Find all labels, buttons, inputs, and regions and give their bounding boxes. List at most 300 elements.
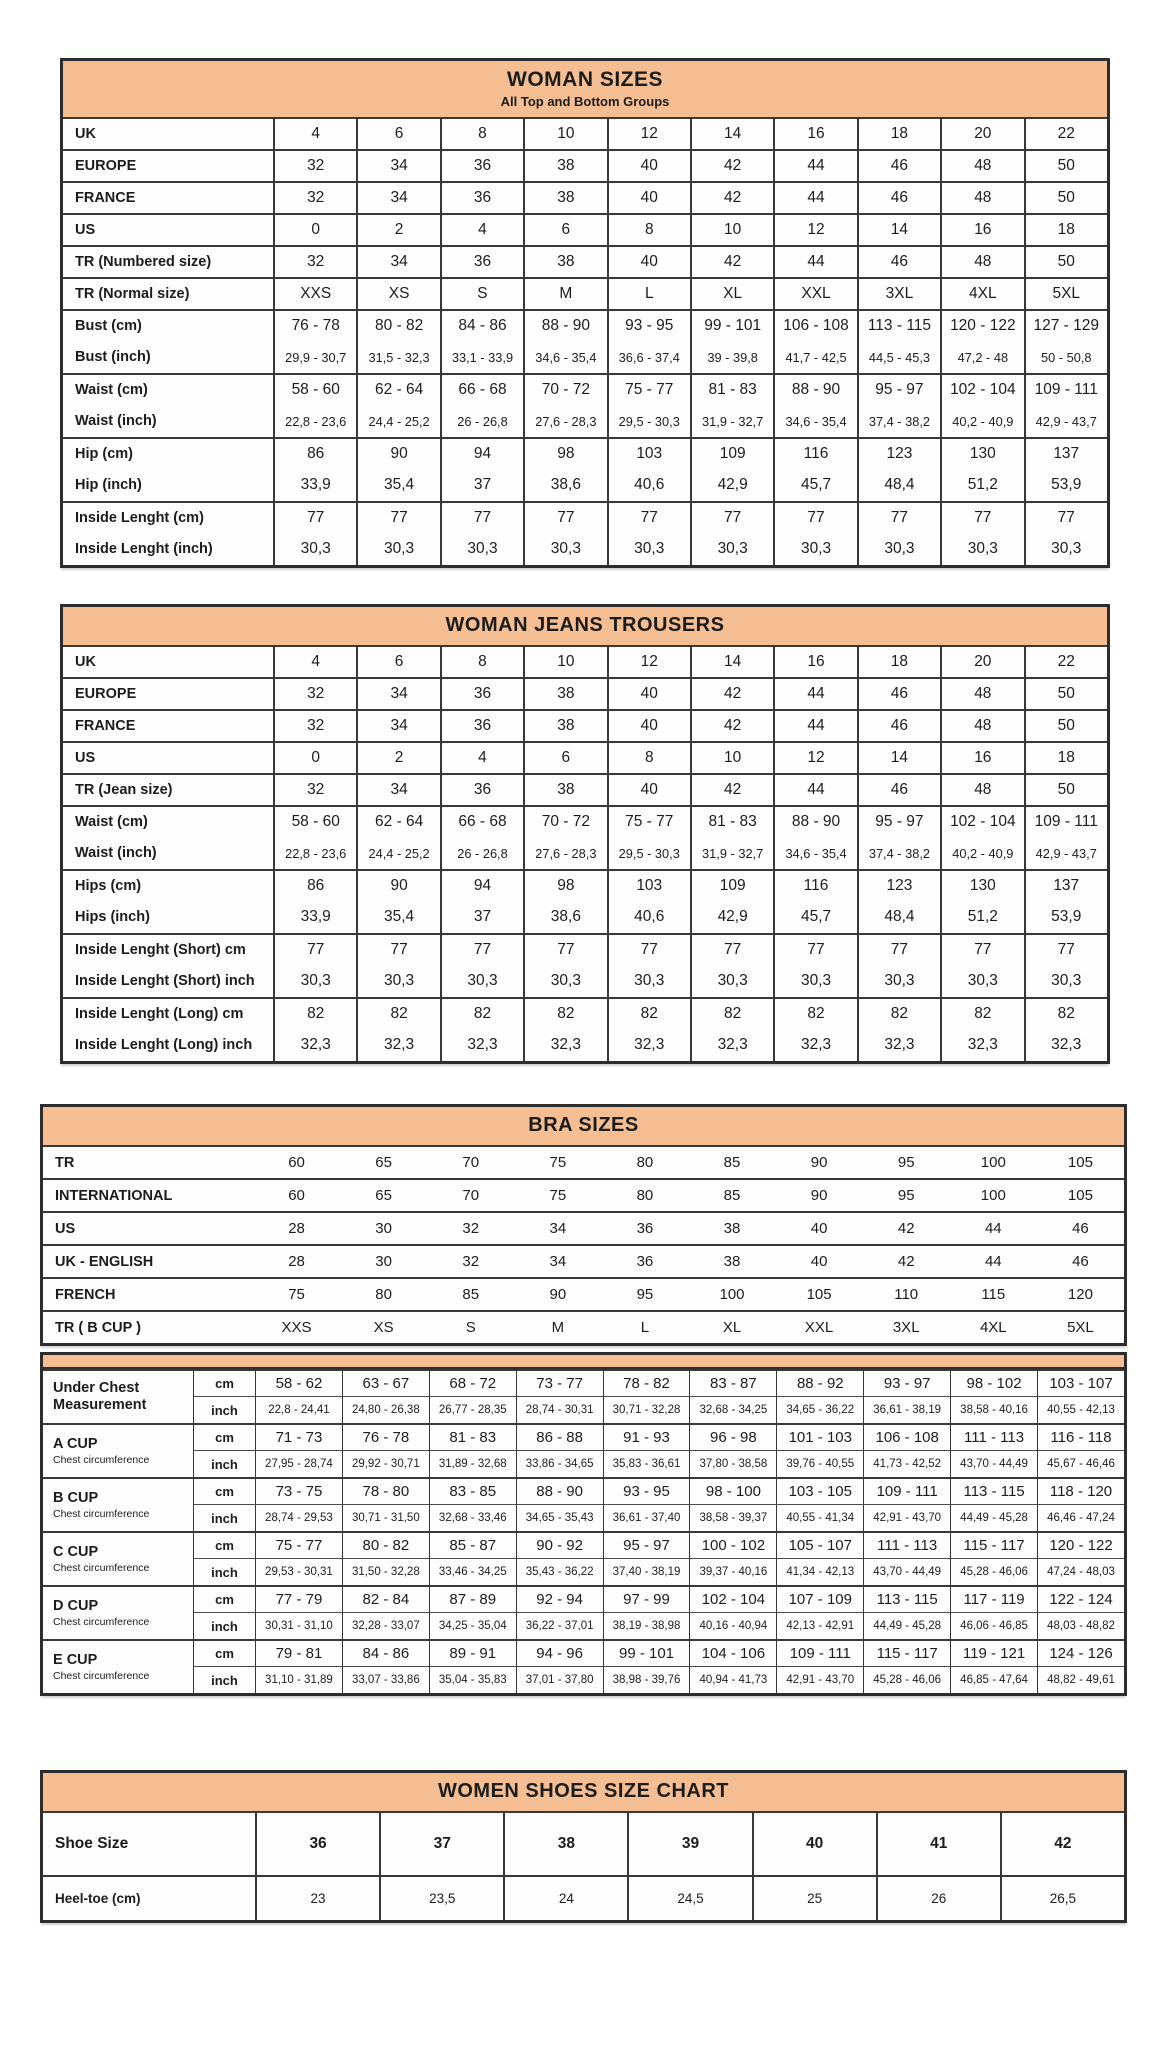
cell: 46 <box>857 773 940 805</box>
cell: 130 <box>940 869 1023 901</box>
cell: 89 - 91 <box>429 1639 516 1666</box>
cell: 48 <box>940 149 1023 181</box>
cell: 38,58 - 40,16 <box>950 1396 1037 1423</box>
cell: 100 - 102 <box>689 1531 776 1558</box>
cell: 6 <box>356 117 439 149</box>
cell: 46 <box>857 245 940 277</box>
cell: 109 - 111 <box>1024 373 1107 405</box>
cell: 30,3 <box>1024 533 1107 565</box>
cup-measurements-section <box>40 1352 1127 1696</box>
cell: 113 - 115 <box>857 309 940 341</box>
row-label: Heel-toe (cm) <box>43 1875 255 1920</box>
cup-sublabel: Chest circumference <box>53 1507 150 1520</box>
cell: 48,4 <box>857 901 940 933</box>
unit-label: cm <box>193 1639 255 1666</box>
cell: 38 <box>688 1211 775 1244</box>
cell: 8 <box>607 213 690 245</box>
cell: 42 <box>690 677 773 709</box>
table-row <box>63 533 1107 565</box>
cell: 3XL <box>863 1310 950 1343</box>
cell: 28 <box>253 1211 340 1244</box>
cell: 35,4 <box>356 901 439 933</box>
cell: 70 - 72 <box>523 805 606 837</box>
row-label: Bust (inch) <box>75 349 151 365</box>
cup-name: D CUP <box>53 1598 99 1615</box>
unit-label: inch <box>193 1612 255 1639</box>
cell: 48 <box>940 773 1023 805</box>
table-row <box>43 1639 1124 1666</box>
cell: 37 <box>440 901 523 933</box>
row-label <box>43 1423 193 1477</box>
cell: 116 <box>773 869 856 901</box>
cell: 98 - 102 <box>950 1369 1037 1396</box>
cell: 44 <box>950 1244 1037 1277</box>
table-row <box>43 1666 1124 1693</box>
cell: 78 - 80 <box>342 1477 429 1504</box>
cell: XXL <box>776 1310 863 1343</box>
cell: 14 <box>690 645 773 677</box>
row-label: FRENCH <box>43 1277 253 1310</box>
table-row <box>43 1875 1124 1920</box>
cell: 4XL <box>940 277 1023 309</box>
cell: 34 <box>356 773 439 805</box>
table-row <box>63 149 1107 181</box>
cell: 77 <box>773 933 856 965</box>
cell: 96 - 98 <box>689 1423 776 1450</box>
cell: 77 <box>273 933 356 965</box>
table-row <box>43 1396 1124 1423</box>
cell: 90 <box>356 437 439 469</box>
cell: 34,6 - 35,4 <box>773 405 856 437</box>
cell: XXS <box>273 277 356 309</box>
cell: S <box>440 277 523 309</box>
table-row <box>43 1310 1124 1343</box>
cell: 82 <box>857 997 940 1029</box>
cell: 42,9 <box>690 469 773 501</box>
cell: 32,3 <box>773 1029 856 1061</box>
cell: 76 - 78 <box>273 309 356 341</box>
cell: 29,5 - 30,3 <box>607 837 690 869</box>
cell: 107 - 109 <box>776 1585 863 1612</box>
cell: 38 <box>523 709 606 741</box>
cell: 102 - 104 <box>689 1585 776 1612</box>
cell: 12 <box>607 117 690 149</box>
cell: 30,3 <box>1024 965 1107 997</box>
cell: 44,5 - 45,3 <box>857 341 940 373</box>
table-header-row <box>63 61 1107 117</box>
table-row <box>43 1211 1124 1244</box>
cell: 50 <box>1024 245 1107 277</box>
cell: 94 <box>440 869 523 901</box>
table-row <box>63 741 1107 773</box>
jeans-trousers-section <box>60 604 1110 1064</box>
cell: 82 <box>1024 997 1107 1029</box>
cell: 60 <box>253 1178 340 1211</box>
cell: 40,6 <box>607 469 690 501</box>
table-row <box>63 117 1107 149</box>
cell: 44 <box>773 149 856 181</box>
cell: 42,91 - 43,70 <box>776 1666 863 1693</box>
cell: 2 <box>356 213 439 245</box>
cup-name: E CUP <box>53 1652 98 1669</box>
cell: 90 - 92 <box>516 1531 603 1558</box>
table-row <box>43 1585 1124 1612</box>
cell: 100 <box>688 1277 775 1310</box>
cell: 44 <box>773 773 856 805</box>
cell: 95 - 97 <box>857 373 940 405</box>
table-row <box>63 277 1107 309</box>
cell: 10 <box>523 117 606 149</box>
unit-label: inch <box>193 1558 255 1585</box>
cup-name: B CUP <box>53 1490 99 1507</box>
cell: 34,25 - 35,04 <box>429 1612 516 1639</box>
cell: 40,2 - 40,9 <box>940 837 1023 869</box>
cell: 75 <box>514 1178 601 1211</box>
cell: 95 - 97 <box>603 1531 690 1558</box>
cell: 10 <box>690 741 773 773</box>
cell: 66 - 68 <box>440 805 523 837</box>
cell: 8 <box>440 117 523 149</box>
cell: 42 <box>690 245 773 277</box>
cell: 58 - 60 <box>273 373 356 405</box>
cell: XXL <box>773 277 856 309</box>
table-row <box>43 1477 1124 1504</box>
cell: 77 <box>690 501 773 533</box>
cell: 33,9 <box>273 469 356 501</box>
cell: 42,9 - 43,7 <box>1024 405 1107 437</box>
cell: 32 <box>273 773 356 805</box>
table-row <box>63 341 1107 373</box>
row-label: EUROPE <box>63 149 273 181</box>
cell: 36 <box>601 1244 688 1277</box>
cell: 48 <box>940 709 1023 741</box>
cell: 16 <box>940 213 1023 245</box>
row-label: FRANCE <box>63 181 273 213</box>
cell: 32,3 <box>607 1029 690 1061</box>
row-label: Waist (inch) <box>75 845 157 861</box>
cell: 28,74 - 30,31 <box>516 1396 603 1423</box>
cell: 6 <box>356 645 439 677</box>
cell: 77 <box>356 933 439 965</box>
cell: 122 - 124 <box>1037 1585 1124 1612</box>
cell: 75 - 77 <box>607 373 690 405</box>
cell: 33,1 - 33,9 <box>440 341 523 373</box>
cell: 60 <box>253 1145 340 1178</box>
cell: 120 - 122 <box>940 309 1023 341</box>
cell: 113 - 115 <box>863 1585 950 1612</box>
table-row <box>63 677 1107 709</box>
cell: 31,5 - 32,3 <box>356 341 439 373</box>
cell: 34 <box>356 181 439 213</box>
cell: 46 <box>857 149 940 181</box>
cell: 42 <box>690 709 773 741</box>
bra-sizes-section <box>40 1104 1127 1346</box>
row-label: TR <box>43 1145 253 1178</box>
cell: 90 <box>776 1145 863 1178</box>
cell: 32,3 <box>690 1029 773 1061</box>
row-label: UK <box>63 645 273 677</box>
cell: XS <box>356 277 439 309</box>
cell: 40 <box>752 1811 876 1875</box>
cell: 86 <box>273 869 356 901</box>
cell: 50 <box>1024 709 1107 741</box>
cell: 26,5 <box>1000 1875 1124 1920</box>
cell: 30,3 <box>523 533 606 565</box>
cell: 22,8 - 23,6 <box>273 405 356 437</box>
cell: 119 - 121 <box>950 1639 1037 1666</box>
cell: 73 - 77 <box>516 1369 603 1396</box>
cup-sublabel: Chest circumference <box>53 1615 150 1628</box>
cell: 77 <box>773 501 856 533</box>
cell: 53,9 <box>1024 901 1107 933</box>
cell: 33,46 - 34,25 <box>429 1558 516 1585</box>
cell: 90 <box>356 869 439 901</box>
cell: 46 <box>1037 1211 1124 1244</box>
table-header <box>63 607 1107 645</box>
cell: 22 <box>1024 117 1107 149</box>
cell: 50 <box>1024 677 1107 709</box>
table-row <box>43 1244 1124 1277</box>
table-row <box>63 645 1107 677</box>
cell: 38 <box>523 773 606 805</box>
cell: 75 <box>514 1145 601 1178</box>
cell: 80 - 82 <box>356 309 439 341</box>
table-row <box>43 1504 1124 1531</box>
cell: 34,65 - 35,43 <box>516 1504 603 1531</box>
cell: 79 - 81 <box>255 1639 342 1666</box>
cell: 95 <box>601 1277 688 1310</box>
cell: 73 - 75 <box>255 1477 342 1504</box>
cell: XL <box>688 1310 775 1343</box>
cell: 98 - 100 <box>689 1477 776 1504</box>
cell: 127 - 129 <box>1024 309 1107 341</box>
cell: 18 <box>857 645 940 677</box>
table-title: BRA SIZES <box>528 1114 639 1136</box>
row-label: Inside Lenght (Short) inch <box>75 973 255 989</box>
cell: 40,55 - 42,13 <box>1037 1396 1124 1423</box>
cell: 77 <box>940 933 1023 965</box>
cell: 42,91 - 43,70 <box>863 1504 950 1531</box>
cell: 30,3 <box>857 533 940 565</box>
cell: M <box>523 277 606 309</box>
cell: 82 <box>690 997 773 1029</box>
row-label: INTERNATIONAL <box>43 1178 253 1211</box>
cell: 34,6 - 35,4 <box>523 341 606 373</box>
cell: 12 <box>773 213 856 245</box>
cell: 78 - 82 <box>603 1369 690 1396</box>
cell: 24,80 - 26,38 <box>342 1396 429 1423</box>
cell: 32,3 <box>440 1029 523 1061</box>
cell: 123 <box>857 869 940 901</box>
cell: 80 <box>601 1145 688 1178</box>
cell: 12 <box>607 645 690 677</box>
cell: 42,9 - 43,7 <box>1024 837 1107 869</box>
cell: 48 <box>940 677 1023 709</box>
cell: 32,3 <box>1024 1029 1107 1061</box>
cup-name: Under Chest Measurement <box>53 1380 147 1413</box>
cell: 4 <box>273 117 356 149</box>
cell: 80 <box>601 1178 688 1211</box>
cell: 81 - 83 <box>690 373 773 405</box>
cell: 40 <box>607 773 690 805</box>
cell: 32 <box>273 149 356 181</box>
cell: 32,3 <box>857 1029 940 1061</box>
unit-label: cm <box>193 1585 255 1612</box>
row-label: TR (Normal size) <box>63 277 273 309</box>
row-label: Hips (inch) <box>75 909 150 925</box>
cell: 4 <box>440 213 523 245</box>
table-row <box>63 901 1107 933</box>
cell: 4 <box>440 741 523 773</box>
cell: 120 <box>1037 1277 1124 1310</box>
cell: 105 <box>1037 1178 1124 1211</box>
cell: 75 - 77 <box>255 1531 342 1558</box>
cell: 18 <box>1024 741 1107 773</box>
cell: 35,83 - 36,61 <box>603 1450 690 1477</box>
woman-sizes-section <box>60 58 1110 568</box>
cell: 37,01 - 37,80 <box>516 1666 603 1693</box>
cell: 82 <box>523 997 606 1029</box>
cell: 32,3 <box>940 1029 1023 1061</box>
cell: 43,70 - 44,49 <box>950 1450 1037 1477</box>
row-label: UK <box>63 117 273 149</box>
cell: 24,5 <box>627 1875 751 1920</box>
cell: 82 <box>773 997 856 1029</box>
cell: 82 <box>607 997 690 1029</box>
cell: 14 <box>690 117 773 149</box>
row-label: Inside Lenght (Long) inch <box>75 1037 253 1053</box>
cell: 38,19 - 38,98 <box>603 1612 690 1639</box>
cell: 48,03 - 48,82 <box>1037 1612 1124 1639</box>
table-row <box>63 997 1107 1029</box>
cell: 53,9 <box>1024 469 1107 501</box>
cell: 38 <box>523 677 606 709</box>
cell: 23 <box>255 1875 379 1920</box>
cell: 32,3 <box>523 1029 606 1061</box>
cell: 33,9 <box>273 901 356 933</box>
table-row <box>63 373 1107 405</box>
cell: 14 <box>857 213 940 245</box>
cell: 100 <box>950 1145 1037 1178</box>
cell: 30,71 - 31,50 <box>342 1504 429 1531</box>
cell: 82 <box>440 997 523 1029</box>
cell: 137 <box>1024 869 1107 901</box>
table-title: WOMAN SIZES <box>507 68 663 91</box>
cell: 40 <box>776 1244 863 1277</box>
cell: 41,34 - 42,13 <box>776 1558 863 1585</box>
table-row <box>43 1558 1124 1585</box>
cell: 30,3 <box>690 533 773 565</box>
cell: 77 <box>857 933 940 965</box>
cell: 83 - 87 <box>689 1369 776 1396</box>
cell: 116 <box>773 437 856 469</box>
cell: 38 <box>523 149 606 181</box>
cell: 58 - 60 <box>273 805 356 837</box>
cell: 46,85 - 47,64 <box>950 1666 1037 1693</box>
cell: 36 <box>440 149 523 181</box>
table-row <box>63 709 1107 741</box>
unit-label: cm <box>193 1423 255 1450</box>
cell: 87 - 89 <box>429 1585 516 1612</box>
table-row <box>63 181 1107 213</box>
cell: XL <box>690 277 773 309</box>
cell: 30,3 <box>857 965 940 997</box>
table-row <box>63 869 1107 901</box>
cell: 41,7 - 42,5 <box>773 341 856 373</box>
cell: 100 <box>950 1178 1037 1211</box>
cell: 26 <box>876 1875 1000 1920</box>
unit-label: cm <box>193 1369 255 1396</box>
cell: 93 - 97 <box>863 1369 950 1396</box>
cell: 30,3 <box>940 533 1023 565</box>
cell: 85 <box>688 1145 775 1178</box>
cell: 28 <box>253 1244 340 1277</box>
cell: 101 - 103 <box>776 1423 863 1450</box>
cell: 29,9 - 30,7 <box>273 341 356 373</box>
cell: 102 - 104 <box>940 373 1023 405</box>
cell: 30,3 <box>773 533 856 565</box>
cell: 42,13 - 42,91 <box>776 1612 863 1639</box>
cell: 8 <box>607 741 690 773</box>
cell: 94 - 96 <box>516 1639 603 1666</box>
cell: 85 <box>688 1178 775 1211</box>
row-label <box>43 1477 193 1531</box>
cell: 34 <box>514 1211 601 1244</box>
cell: 30 <box>340 1244 427 1277</box>
cell: 36,6 - 37,4 <box>607 341 690 373</box>
cell: 63 - 67 <box>342 1369 429 1396</box>
cell: 40,94 - 41,73 <box>689 1666 776 1693</box>
row-label: Bust (cm) <box>63 309 273 341</box>
cell: 75 <box>253 1277 340 1310</box>
cell: 106 - 108 <box>863 1423 950 1450</box>
cell: 82 <box>273 997 356 1029</box>
cell: 77 <box>440 501 523 533</box>
cell: 29,53 - 30,31 <box>255 1558 342 1585</box>
cup-name: A CUP <box>53 1436 98 1453</box>
row-label <box>43 1639 193 1693</box>
table-subtitle: All Top and Bottom Groups <box>500 94 670 109</box>
table-row <box>43 1423 1124 1450</box>
cell: 82 - 84 <box>342 1585 429 1612</box>
cell: 36 <box>440 709 523 741</box>
cell: 32,3 <box>356 1029 439 1061</box>
cell: 38,6 <box>523 469 606 501</box>
cell: 31,50 - 32,28 <box>342 1558 429 1585</box>
cell: 35,04 - 35,83 <box>429 1666 516 1693</box>
cell: 44 <box>773 245 856 277</box>
cell: 97 - 99 <box>603 1585 690 1612</box>
cell: 115 <box>950 1277 1037 1310</box>
cell: 68 - 72 <box>429 1369 516 1396</box>
cell: 109 - 111 <box>776 1639 863 1666</box>
cell: 44 <box>950 1211 1037 1244</box>
cell: 80 <box>340 1277 427 1310</box>
cell: 48,4 <box>857 469 940 501</box>
cell: 32 <box>273 709 356 741</box>
cell: 30,3 <box>940 965 1023 997</box>
cell: 105 <box>1037 1145 1124 1178</box>
cell: 24,4 - 25,2 <box>356 405 439 437</box>
cell: 95 <box>863 1145 950 1178</box>
cell: 37,80 - 38,58 <box>689 1450 776 1477</box>
cell: 88 - 90 <box>773 805 856 837</box>
shoes-size-section <box>40 1770 1127 1923</box>
cell: 45,7 <box>773 469 856 501</box>
cell: 46,06 - 46,85 <box>950 1612 1037 1639</box>
cell: 28,74 - 29,53 <box>255 1504 342 1531</box>
cell: 84 - 86 <box>440 309 523 341</box>
